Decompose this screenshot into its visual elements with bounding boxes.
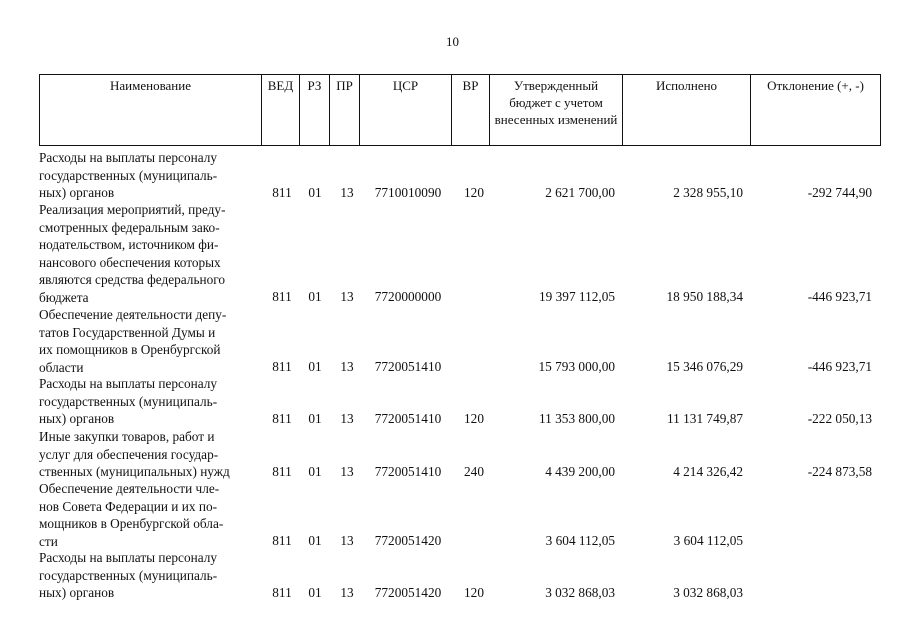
row-rz: 01 — [308, 289, 322, 304]
row-executed: 4 214 326,42 — [673, 464, 743, 479]
row-deviation: -224 873,58 — [807, 464, 872, 479]
row-csr: 7720051410 — [374, 359, 442, 374]
row-rz: 01 — [308, 185, 322, 200]
row-rz: 01 — [308, 585, 322, 600]
row-deviation: -292 744,90 — [807, 185, 872, 200]
row-csr: 7720051410 — [374, 464, 442, 479]
row-ved: 811 — [272, 585, 292, 600]
row-name: Реализация мероприятий, преду- смотренных федеральным зако- нодательством, источником фи- нансового обеспечения которых являются средства федерального бюджета — [39, 202, 226, 305]
row-approved: 4 439 200,00 — [545, 464, 615, 479]
header-approved: Утвержденный бюджет с учетом внесенных изменений — [490, 75, 623, 146]
row-rz: 01 — [308, 411, 322, 426]
row-approved: 19 397 112,05 — [539, 289, 615, 304]
row-rz: 01 — [308, 464, 322, 479]
row-pr: 13 — [340, 359, 354, 374]
header-rz: РЗ — [300, 75, 330, 146]
row-approved: 3 604 112,05 — [545, 533, 615, 548]
header-csr: ЦСР — [360, 75, 452, 146]
row-pr: 13 — [340, 533, 354, 548]
row-pr: 13 — [340, 585, 354, 600]
header-name: Наименование — [40, 75, 262, 146]
row-csr: 7720000000 — [374, 289, 442, 304]
header-vr: ВР — [452, 75, 490, 146]
row-executed: 3 032 868,03 — [673, 585, 743, 600]
row-pr: 13 — [340, 289, 354, 304]
row-vr: 120 — [464, 585, 484, 600]
row-name: Расходы на выплаты персоналу государственных (муниципаль- ных) органов — [39, 376, 218, 426]
row-pr: 13 — [340, 464, 354, 479]
row-name: Иные закупки товаров, работ и услуг для обеспечения государ- ственных (муниципальных) нужд — [39, 429, 230, 479]
row-deviation: -446 923,71 — [807, 359, 872, 374]
row-rz: 01 — [308, 359, 322, 374]
row-vr: 240 — [464, 464, 484, 479]
header-deviation: Отклонение (+, -) — [751, 75, 881, 146]
row-ved: 811 — [272, 533, 292, 548]
row-approved: 2 621 700,00 — [545, 185, 615, 200]
row-name: Обеспечение деятельности чле- нов Совета Федерации и их по- мощников в Оренбургской обла- сти — [39, 481, 224, 549]
row-executed: 11 131 749,87 — [667, 411, 743, 426]
row-executed: 15 346 076,29 — [666, 359, 743, 374]
row-name: Расходы на выплаты персоналу государственных (муниципаль- ных) органов — [39, 550, 218, 600]
row-ved: 811 — [272, 185, 292, 200]
row-ved: 811 — [272, 359, 292, 374]
row-executed: 3 604 112,05 — [673, 533, 743, 548]
row-csr: 7710010090 — [374, 185, 442, 200]
row-name: Обеспечение деятельности депу- татов Государственной Думы и их помощников в Оренбургской области — [39, 307, 227, 375]
table-header — [39, 74, 881, 146]
row-pr: 13 — [340, 185, 354, 200]
page-number: 10 — [446, 34, 459, 49]
row-approved: 3 032 868,03 — [545, 585, 615, 600]
row-deviation: -222 050,13 — [807, 411, 872, 426]
row-vr: 120 — [464, 411, 484, 426]
row-executed: 2 328 955,10 — [673, 185, 743, 200]
header-executed: Исполнено — [623, 75, 751, 146]
row-pr: 13 — [340, 411, 354, 426]
row-name: Расходы на выплаты персоналу государственных (муниципаль- ных) органов — [39, 150, 218, 200]
row-executed: 18 950 188,34 — [666, 289, 743, 304]
header-ved: ВЕД — [262, 75, 300, 146]
row-csr: 7720051420 — [374, 533, 442, 548]
header-pr: ПР — [330, 75, 360, 146]
row-ved: 811 — [272, 289, 292, 304]
row-ved: 811 — [272, 464, 292, 479]
row-vr: 120 — [464, 185, 484, 200]
row-rz: 01 — [308, 533, 322, 548]
row-approved: 15 793 000,00 — [538, 359, 615, 374]
row-csr: 7720051410 — [374, 411, 442, 426]
row-csr: 7720051420 — [374, 585, 442, 600]
row-ved: 811 — [272, 411, 292, 426]
row-deviation: -446 923,71 — [807, 289, 872, 304]
row-approved: 11 353 800,00 — [539, 411, 615, 426]
